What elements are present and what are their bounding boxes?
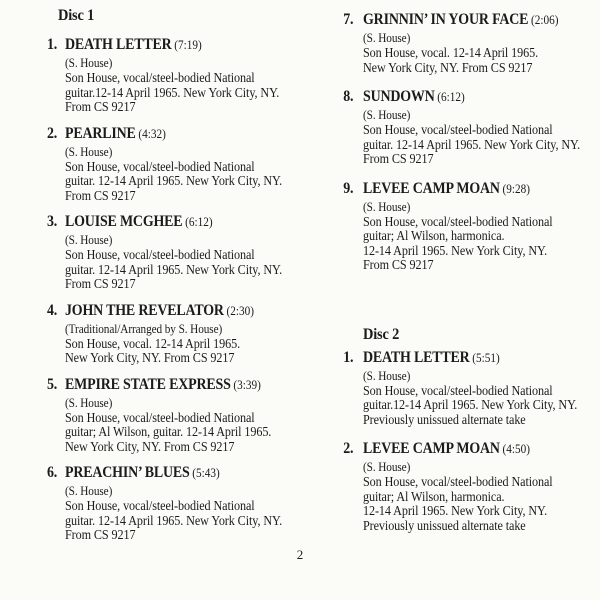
track-duration: (9:28) — [502, 181, 531, 196]
track-number: 3. — [47, 213, 58, 230]
track-entry — [341, 348, 596, 428]
track-credit-line: Son House, vocal/steel-bodied National — [363, 122, 553, 137]
track-number: 2. — [47, 124, 58, 142]
track-credits — [363, 215, 596, 273]
track-title: DEATH LETTER — [363, 348, 470, 366]
track-composer: (S. House) — [363, 460, 411, 474]
track-number: 9. — [343, 179, 354, 197]
disc1-track-list-continued — [341, 10, 596, 273]
track-header — [343, 87, 573, 107]
track-credit-line: Son House, vocal. 12-14 April 1965. — [65, 335, 241, 351]
track-credit-line: From CS 9217 — [65, 99, 136, 114]
track-entry — [341, 439, 596, 533]
track-composer: (S. House) — [363, 199, 411, 214]
track-credits — [363, 384, 596, 428]
track-credits — [65, 160, 330, 204]
track-credit-line: New York City, NY. From CS 9217 — [363, 59, 533, 75]
track-number: 8. — [343, 88, 354, 105]
track-credit-line: guitar. 12-14 April 1965. New York City, NY. — [65, 512, 283, 528]
track-title: DEATH LETTER — [65, 36, 172, 53]
page-number: 2 — [296, 547, 304, 562]
track-entry — [45, 375, 330, 455]
track-credits — [363, 46, 596, 75]
track-credit-line: Previously unissued alternate take — [363, 517, 526, 533]
track-header — [47, 375, 304, 395]
track-number: 6. — [47, 464, 58, 481]
track-credits — [65, 337, 330, 366]
track-credit-line: Son House, vocal/steel-bodied National — [65, 70, 255, 85]
track-credit-line: From CS 9217 — [65, 187, 136, 203]
track-title: EMPIRE STATE EXPRESS — [65, 375, 231, 393]
track-credit-line: From CS 9217 — [65, 276, 136, 291]
track-entry — [341, 179, 596, 273]
track-header — [343, 439, 573, 459]
track-credit-line: guitar; Al Wilson, guitar. 12-14 April 1965. — [65, 424, 272, 439]
track-number: 1. — [343, 348, 354, 366]
track-credits — [65, 71, 330, 115]
track-composer: (S. House) — [65, 484, 113, 498]
track-credits — [363, 123, 596, 167]
track-duration: (5:51) — [472, 350, 500, 365]
track-header — [47, 463, 304, 483]
track-composer: (S. House) — [65, 144, 113, 159]
track-composer: (S. House) — [65, 56, 113, 70]
track-duration: (3:39) — [233, 377, 261, 392]
track-credit-line: 12-14 April 1965. New York City, NY. — [363, 503, 548, 518]
track-header — [343, 179, 573, 199]
track-entry — [45, 212, 330, 292]
disc2-track-list — [341, 348, 596, 534]
track-entry — [341, 10, 596, 75]
track-credit-line: guitar. 12-14 April 1965. New York City, NY. — [363, 136, 581, 152]
track-credit-line: Son House, vocal/steel-bodied National — [363, 474, 553, 489]
track-header — [343, 348, 573, 368]
track-duration: (4:32) — [138, 126, 166, 141]
track-credit-line: guitar; Al Wilson, harmonica. — [363, 228, 505, 243]
track-credit-line: Son House, vocal/steel-bodied National — [363, 382, 553, 398]
track-number: 5. — [47, 375, 58, 393]
track-credit-line: From CS 9217 — [65, 527, 136, 542]
track-duration: (6:12) — [185, 215, 213, 229]
track-entry — [45, 124, 330, 204]
track-credit-line: Son House, vocal. 12-14 April 1965. — [363, 45, 539, 60]
track-title: PREACHIN’ BLUES — [65, 464, 190, 481]
track-composer: (S. House) — [363, 108, 411, 122]
track-composer: (S. House) — [363, 31, 411, 45]
track-header — [343, 10, 573, 30]
track-credit-line: New York City, NY. From CS 9217 — [65, 350, 235, 365]
disc1-heading: Disc 1 — [58, 7, 95, 24]
disc1-track-list — [45, 35, 330, 543]
track-entry — [45, 301, 330, 366]
track-credits — [65, 411, 330, 455]
track-credit-line: Son House, vocal/steel-bodied National — [363, 213, 553, 229]
track-number: 7. — [343, 11, 354, 28]
track-number: 2. — [343, 440, 354, 457]
track-title: SUNDOWN — [363, 88, 435, 105]
left-column — [45, 6, 330, 552]
track-title: PEARLINE — [65, 124, 136, 142]
track-credit-line: guitar; Al Wilson, harmonica. — [363, 488, 505, 504]
track-credits — [65, 248, 330, 292]
track-credits — [65, 499, 330, 543]
track-entry — [341, 87, 596, 167]
track-composer: (Traditional/Arranged by S. House) — [65, 321, 223, 336]
track-header — [47, 301, 304, 321]
track-credit-line: guitar. 12-14 April 1965. New York City, NY. — [65, 261, 283, 277]
track-title: LEVEE CAMP MOAN — [363, 179, 500, 197]
track-credit-line: guitar. 12-14 April 1965. New York City, NY. — [65, 173, 283, 188]
right-column — [341, 10, 596, 545]
disc2-heading: Disc 2 — [363, 325, 400, 343]
track-credit-line: Son House, vocal/steel-bodied National — [65, 158, 255, 174]
track-duration: (7:19) — [174, 38, 202, 52]
track-credit-line: New York City, NY. From CS 9217 — [65, 438, 235, 454]
track-composer: (S. House) — [363, 368, 411, 383]
track-header — [47, 124, 304, 144]
track-duration: (6:12) — [437, 90, 465, 104]
track-credit-line: Previously unissued alternate take — [363, 411, 526, 427]
track-duration: (2:30) — [226, 303, 254, 318]
track-credit-line: Son House, vocal/steel-bodied National — [65, 247, 255, 262]
track-number: 4. — [47, 301, 58, 319]
track-credit-line: 12-14 April 1965. New York City, NY. — [363, 242, 548, 258]
track-duration: (2:06) — [531, 13, 559, 27]
track-credit-line: guitar.12-14 April 1965. New York City, NY. — [363, 397, 578, 412]
track-title: JOHN THE REVELATOR — [65, 301, 224, 319]
track-header — [47, 212, 304, 232]
track-credit-line: Son House, vocal/steel-bodied National — [65, 409, 255, 425]
track-composer: (S. House) — [65, 395, 113, 410]
track-title: LEVEE CAMP MOAN — [363, 440, 500, 457]
track-credit-line: guitar.12-14 April 1965. New York City, NY. — [65, 84, 280, 100]
track-credit-line: Son House, vocal/steel-bodied National — [65, 498, 255, 513]
track-header — [47, 35, 304, 55]
track-composer: (S. House) — [65, 233, 113, 247]
track-entry — [45, 463, 330, 543]
track-title: LOUISE MCGHEE — [65, 213, 183, 230]
track-credit-line: From CS 9217 — [363, 151, 434, 166]
track-credits — [363, 475, 596, 533]
track-duration: (5:43) — [192, 466, 220, 480]
track-duration: (4:50) — [502, 442, 531, 456]
track-entry — [45, 35, 330, 115]
track-credit-line: From CS 9217 — [363, 257, 434, 272]
track-title: GRINNIN’ IN YOUR FACE — [363, 11, 529, 28]
track-number: 1. — [47, 36, 58, 53]
